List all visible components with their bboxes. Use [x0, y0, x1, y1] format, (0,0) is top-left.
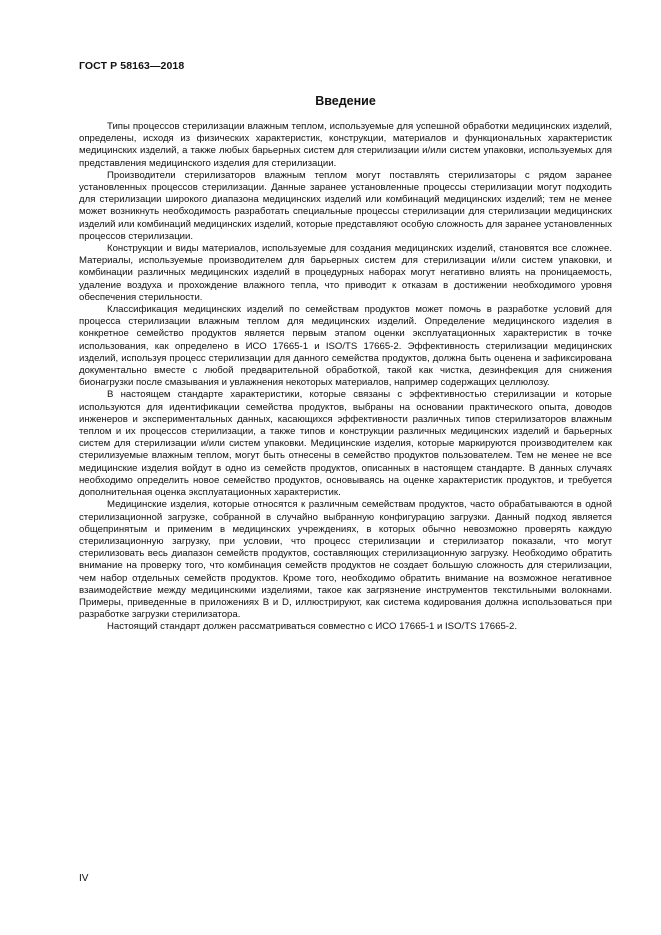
- section-title: Введение: [315, 94, 376, 108]
- paragraph: Конструкции и виды материалов, используемые для создания медицинских изделий, становятся все сложнее. Материалы, используемые производителем для барьерных систем для стерилизации и/или систем упаковки, и комбинации различных медицинских изделий в процедурных наборах могут негативно влиять на проницаемость, удаление воздуха и прохождение влажного тепла, что приводит к отказам в достижении необходимого уровня обеспечения стерильности.: [79, 243, 612, 303]
- page-header-standard-code: ГОСТ Р 58163—2018: [79, 60, 185, 72]
- paragraph: Типы процессов стерилизации влажным теплом, используемые для успешной обработки медицинских изделий, определены, исходя из физических характеристик, конструкции, материалов и функциональных характеристик медицинских изделий, а также любых барьерных систем для стерилизации и/или систем упаковки, используемых для представления медицинского изделия для стерилизации.: [79, 121, 612, 169]
- paragraph: В настоящем стандарте характеристики, которые связаны с эффективностью стерилизации и которые используются для идентификации семейства продуктов, выбраны на основании практического опыта, доводов инженеров и экспериментальных данных, касающихся эффективности различных типов стерилизаторов влажным теплом и их процессов стерилизации, а также типов и конструкции различных медицинских изделий и барьерных систем для стерилизации и/или систем упаковки. Медицинские изделия, которые маркируются производителем как стерилизуемые влажным теплом, могут быть отнесены в семейство продуктов пользователем. Тем не менее не все медицинские изделия войдут в одно из семейств продуктов, описанных в настоящем стандарте. В данных случаях необходимо определить новое семейство продуктов, основываясь на оценке характеристик продуктов, и требуется дополнительная оценка эксплуатационных характеристик.: [79, 389, 612, 499]
- paragraph: Производители стерилизаторов влажным теплом могут поставлять стерилизаторы с рядом заранее установленных процессов стерилизации. Данные заранее установленные процессы стерилизации могут подходить для стерилизации широкого диапазона медицинских изделий или комбинаций медицинских изделий; тем не менее может возникнуть необходимость разработать специальные процессы стерилизации для стерилизации медицинских изделий или комбинаций медицинских изделий, которые представляют особую сложность для заранее установленных процессов стерилизации.: [79, 169, 612, 242]
- page-number: IV: [79, 873, 89, 884]
- paragraph: Классификация медицинских изделий по семействам продуктов может помочь в разработке условий для процесса стерилизации влажным теплом для медицинских изделий. Определение медицинского изделия в конкретное семейство продуктов является первым этапом оценки эксплуатационных характеристик в точке использования, как определено в ИСО 17665-1 и ISO/TS 17665-2. Эффективность стерилизации медицинских изделий, используя процесс стерилизации для данного семейства продуктов, должна быть оценена и зафиксирована документально вместе с любой предварительной обработкой, такой как чистка, дезинфекция для снижения бионагрузки после смазывания и увлажнения некоторых материалов, например содержащих целлюлозу.: [79, 304, 612, 389]
- body-text: [79, 121, 612, 634]
- paragraph: Настоящий стандарт должен рассматриваться совместно с ИСО 17665-1 и ISO/TS 17665-2.: [107, 621, 518, 633]
- paragraph: Медицинские изделия, которые относятся к различным семействам продуктов, часто обрабатываются в одной стерилизационной загрузке, собранной в случайно выбранную конфигурацию загрузки. Данный подход является общепринятым и применим в медицинских учреждениях, в которых обычно невозможно проверять каждую стерилизационную загрузку, при условии, что процесс стерилизации и стерилизатор показали, что могут стерилизовать весь диапазон семейств продуктов, составляющих стерилизационную загрузку. Необходимо обратить внимание на проверку того, что комбинация семейств продуктов не создает большую сложность для стерилизации, чем набор отдельных семейств продуктов. Кроме того, необходимо обратить внимание на возможное негативное взаимодействие между медицинскими изделиями, такое как загрязнение инструментов текстильными волокнами. Примеры, приведенные в приложениях В и D, иллюстрируют, как система кодирования должна использоваться при разработке загрузки стерилизатора.: [79, 499, 612, 621]
